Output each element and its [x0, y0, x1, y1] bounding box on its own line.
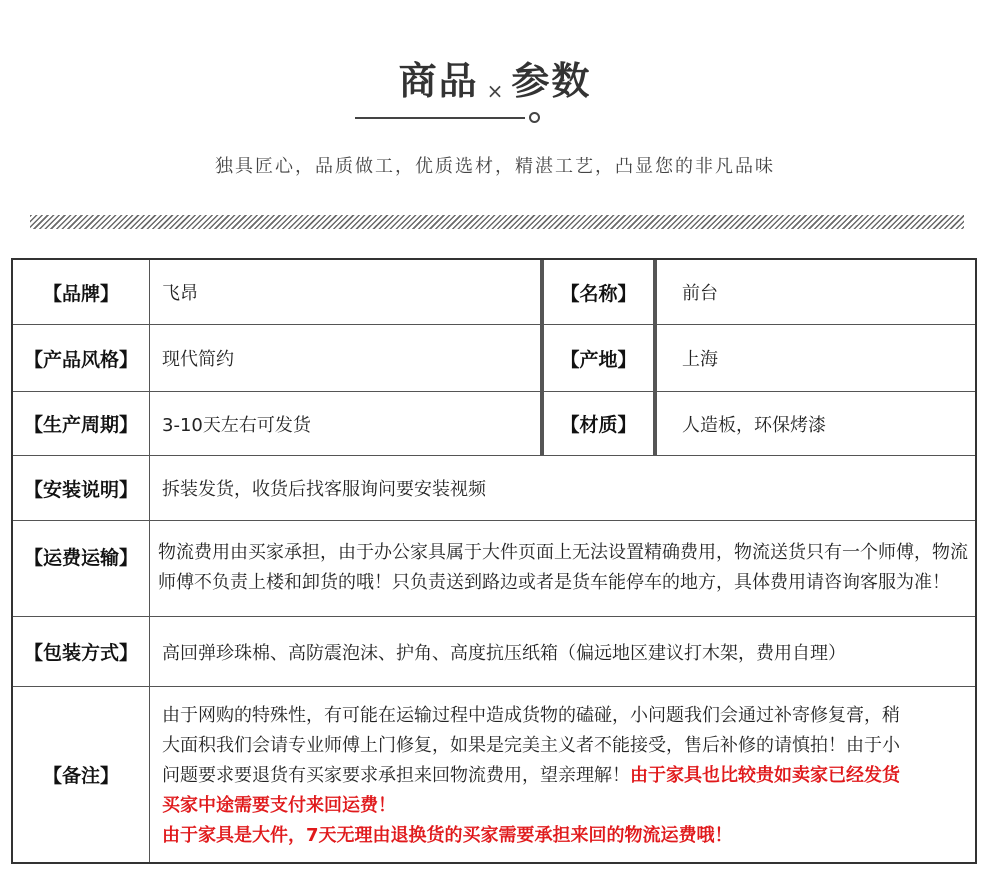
cycle-value: 3-10天左右可发货 — [162, 414, 311, 436]
title-underline-circle — [529, 112, 540, 123]
title-right: 参数 — [511, 59, 592, 103]
shipping-text — [158, 538, 975, 598]
table-row-notes — [13, 687, 975, 862]
spec-table — [11, 258, 977, 864]
install-label: 【安装说明】 — [13, 456, 150, 520]
notes-label: 【备注】 — [13, 687, 150, 862]
table-row-style — [13, 325, 975, 392]
table-row-shipping — [13, 521, 975, 617]
name-value: 前台 — [682, 283, 718, 304]
notes-line-3-red: 由于家具也比较贵如卖家已经发货 — [630, 765, 900, 786]
origin-value: 上海 — [682, 349, 718, 370]
notes-line-4: 买家中途需要支付来回运费！ — [162, 795, 396, 816]
title-underline — [355, 117, 525, 119]
material-value: 人造板，环保烤漆 — [682, 414, 826, 436]
shipping-line-2: 师傅不负责上楼和卸货的哦！只负责送到路边或者是货车能停车的地方，具体费用请咨询客服为准！ — [158, 572, 950, 593]
name-label: 【名称】 — [540, 260, 657, 324]
table-row-packing — [13, 617, 975, 687]
packing-label: 【包装方式】 — [13, 617, 150, 686]
shipping-line-1: 物流费用由买家承担，由于办公家具属于大件页面上无法设置精确费用，物流送货只有一个师傅，物流 — [158, 542, 968, 563]
brand-label: 【品牌】 — [13, 260, 150, 324]
origin-label: 【产地】 — [540, 325, 657, 391]
notes-line-1: 由于网购的特殊性，有可能在运输过程中造成货物的磕碰，小问题我们会通过补寄修复膏，稍 — [162, 705, 900, 726]
notes-line-2: 大面积我们会请专业师傅上门修复，如果是完美主义者不能接受，售后补修的请慎拍！由于小 — [162, 735, 900, 756]
notes-line-5: 由于家具是大件，7天无理由退换货的买家需要承担来回的物流运费哦！ — [162, 825, 733, 846]
packing-value: 高回弹珍珠棉、高防震泡沫、护角、高度抗压纸箱（偏远地区建议打木架，费用自理） — [162, 642, 846, 664]
notes-text — [162, 701, 900, 851]
brand-value: 飞昂 — [162, 283, 198, 304]
style-label: 【产品风格】 — [13, 325, 150, 391]
title-left: 商品 — [398, 59, 479, 103]
section-subtitle: 独具匠心，品质做工，优质选材，精湛工艺，凸显您的非凡品味 — [215, 156, 775, 177]
table-row-cycle — [13, 392, 975, 456]
style-value: 现代简约 — [162, 349, 234, 370]
shipping-label: 【运费运输】 — [13, 521, 150, 616]
hatch-divider — [30, 215, 964, 229]
table-row-install — [13, 456, 975, 521]
notes-line-3 — [162, 761, 900, 791]
section-title — [0, 50, 990, 105]
material-label: 【材质】 — [540, 392, 657, 455]
title-separator: × — [486, 79, 504, 103]
install-value: 拆装发货，收货后找客服询问要安装视频 — [162, 479, 486, 500]
notes-line-3-normal: 问题要求要退货有买家要求承担来回物流费用，望亲理解！ — [162, 765, 630, 786]
table-row-brand — [13, 260, 975, 325]
cycle-label: 【生产周期】 — [13, 392, 150, 455]
